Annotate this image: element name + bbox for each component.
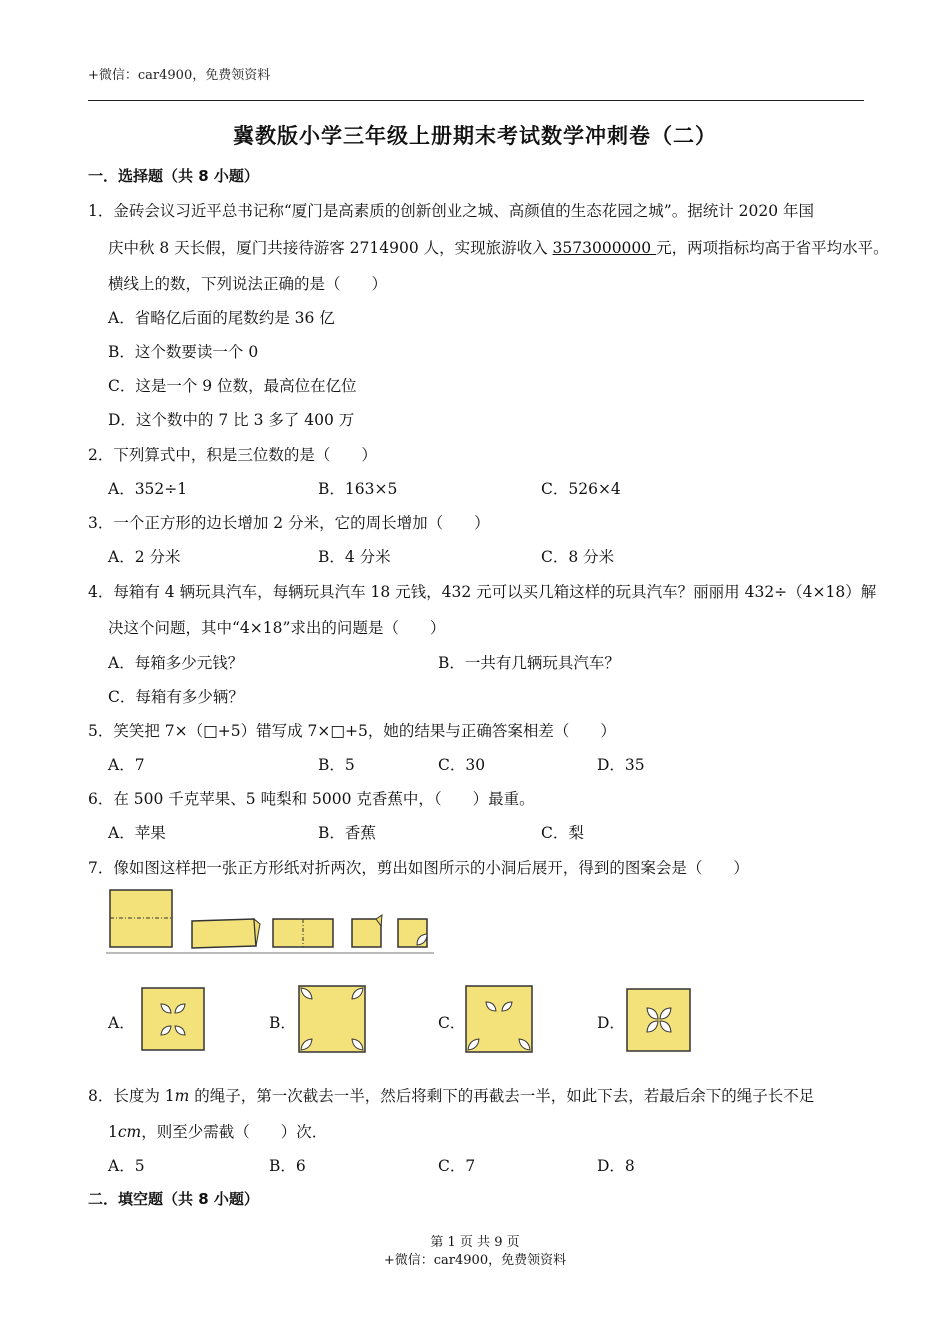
q3-option-b[interactable]: B．4 分米 [318, 548, 391, 566]
q7-option-a-figure[interactable] [140, 986, 206, 1052]
q4-line2: 决这个问题，其中“4×18”求出的问题是（ ） [108, 619, 446, 637]
q8-line2-rest: ，则至少需截（ ）次． [141, 1123, 328, 1141]
q1-option-c[interactable]: C．这是一个 9 位数，最高位在亿位 [108, 377, 357, 395]
q8-option-c[interactable]: C．7 [438, 1157, 476, 1175]
fold-step-3 [273, 919, 333, 947]
q6-option-a[interactable]: A．苹果 [108, 824, 166, 842]
q1-line2 [108, 236, 889, 258]
q8-unit-cm: cm [117, 1123, 142, 1141]
q4-line1: 4．每箱有 4 辆玩具汽车，每辆玩具汽车 18 元钱，432 元可以买几箱这样的玩具汽车？丽丽用 432÷（4×18）解 [88, 583, 877, 601]
q8-unit-m: m [174, 1087, 190, 1105]
q4-option-c[interactable]: C．每箱有多少辆？ [108, 688, 244, 706]
q8-option-d[interactable]: D．8 [597, 1157, 635, 1175]
fold-step-4 [352, 915, 382, 947]
q8-line1 [88, 1084, 814, 1106]
q1-option-a[interactable]: A．省略亿后面的尾数约是 36 亿 [108, 309, 335, 327]
q1-underlined-number: 3573000000 [552, 239, 657, 257]
q7-option-b-figure[interactable] [297, 984, 367, 1054]
q8-line1-rest: 的绳子，第一次截去一半，然后将剩下的再截去一半，如此下去，若最后余下的绳子长不足 [189, 1087, 815, 1105]
q8-line1-start: 8．长度为 1 [88, 1087, 175, 1105]
page-number: 第 1 页 共 9 页 [430, 1235, 520, 1250]
section-heading-fill: 二．填空题（共 8 小题） [88, 1190, 259, 1208]
q3-stem: 3．一个正方形的边长增加 2 分米，它的周长增加（ ） [88, 514, 490, 532]
q7-stem: 7．像如图这样把一张正方形纸对折两次，剪出如图所示的小洞后展开，得到的图案会是（ ） [88, 859, 749, 877]
q7-option-a-label[interactable]: A． [108, 1014, 135, 1032]
q1-option-d[interactable]: D．这个数中的 7 比 3 多了 400 万 [108, 411, 355, 429]
folding-steps-figure [106, 886, 434, 954]
q6-stem: 6．在 500 千克苹果、5 吨梨和 5000 克香蕉中，（ ）最重。 [88, 790, 535, 808]
q4-option-a[interactable]: A．每箱多少元钱？ [108, 654, 244, 672]
q5-option-a[interactable]: A．7 [108, 756, 145, 774]
fold-step-5-cut [398, 919, 427, 947]
q7-option-d-figure[interactable] [624, 986, 694, 1054]
q6-option-b[interactable]: B．香蕉 [318, 824, 376, 842]
q8-option-b[interactable]: B．6 [269, 1157, 306, 1175]
q7-option-c-label[interactable]: C． [438, 1014, 466, 1032]
q5-option-c[interactable]: C．30 [438, 756, 486, 774]
q5-option-b[interactable]: B．5 [318, 756, 355, 774]
footer-note: +微信：car4900，免费领资料 [383, 1253, 567, 1268]
q5-option-d[interactable]: D．35 [597, 756, 645, 774]
q1-line2-tail: 元，两项指标均高于省平均水平。 [656, 239, 889, 257]
fold-step-1 [110, 890, 172, 947]
section-heading-choice: 一．选择题（共 8 小题） [88, 167, 259, 185]
q7-option-b-label[interactable]: B． [269, 1014, 296, 1032]
header-note: +微信：car4900，免费领资料 [88, 68, 271, 83]
q1-line2-text: 庆中秋 8 天长假，厦门共接待游客 2714900 人，实现旅游收入 [108, 239, 553, 257]
q2-option-b[interactable]: B．163×5 [318, 480, 398, 498]
q3-option-a[interactable]: A．2 分米 [108, 548, 181, 566]
q3-option-c[interactable]: C．8 分米 [541, 548, 615, 566]
q8-line2-start: 1 [108, 1123, 118, 1141]
q4-option-b[interactable]: B．一共有几辆玩具汽车？ [438, 654, 620, 672]
q5-stem: 5．笑笑把 7×（□+5）错写成 7×□+5，她的结果与正确答案相差（ ） [88, 722, 616, 740]
header-rule [88, 100, 864, 101]
q1-line1: 1．金砖会议习近平总书记称“厦门是高素质的创新创业之城、高颜值的生态花园之城”。据统计 2020 年国 [88, 202, 815, 220]
q8-line2 [108, 1120, 327, 1142]
q1-line3: 横线上的数，下列说法正确的是（ ） [108, 275, 388, 293]
fold-step-2 [192, 919, 260, 948]
q7-option-c-figure[interactable] [464, 984, 534, 1054]
q7-option-d-label[interactable]: D． [597, 1014, 625, 1032]
q6-option-c[interactable]: C．梨 [541, 824, 584, 842]
q2-option-a[interactable]: A．352÷1 [108, 480, 188, 498]
q2-option-c[interactable]: C．526×4 [541, 480, 621, 498]
q1-option-b[interactable]: B．这个数要读一个 0 [108, 343, 259, 361]
q2-stem: 2．下列算式中，积是三位数的是（ ） [88, 446, 377, 464]
page-title: 冀教版小学三年级上册期末考试数学冲刺卷（二） [233, 124, 717, 148]
q8-option-a[interactable]: A．5 [108, 1157, 145, 1175]
